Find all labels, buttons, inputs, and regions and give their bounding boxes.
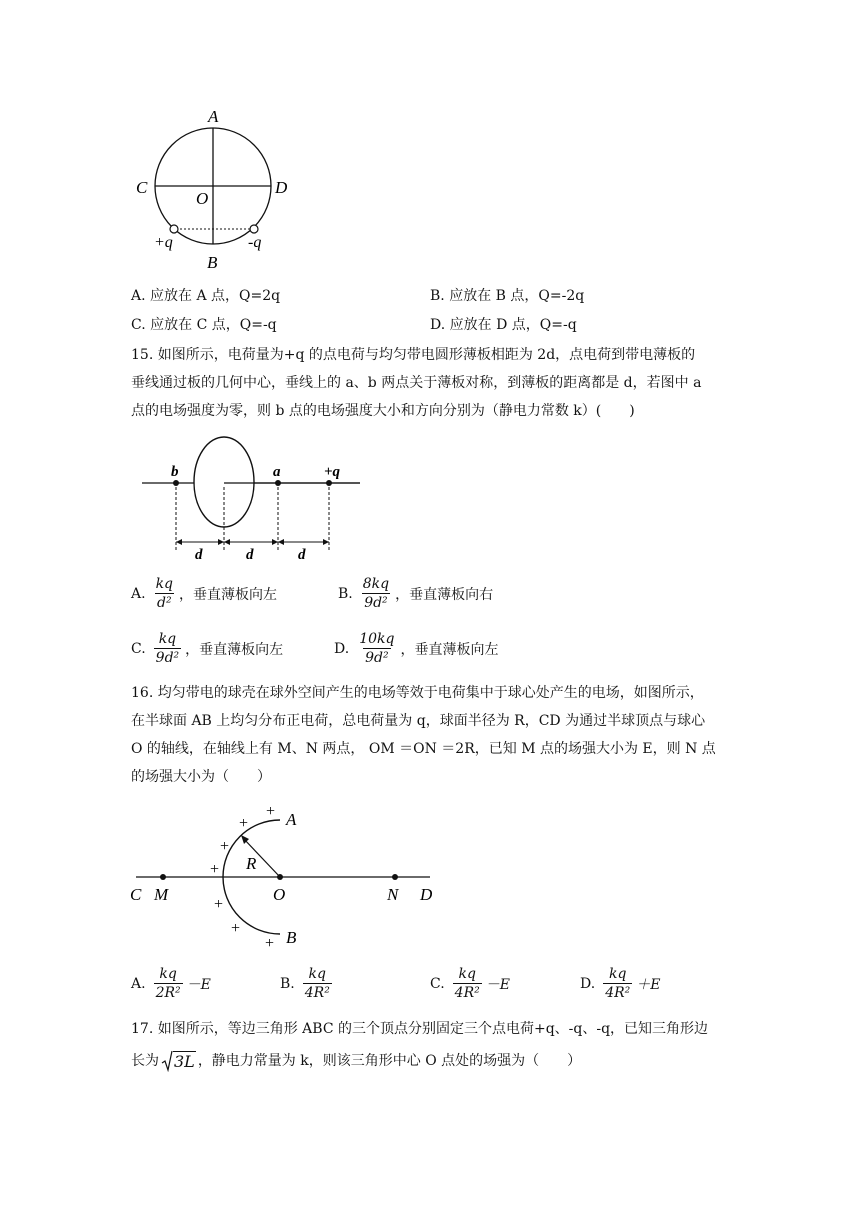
label-C: C — [130, 885, 142, 904]
arrow-2l — [224, 539, 230, 545]
label-d2: d — [246, 547, 254, 563]
figure-hemisphere — [128, 800, 448, 952]
q15-option-c: C. $\frac{kq}{\text{9d²}}$ ，垂直薄板向左 — [131, 631, 284, 666]
figure-circle-charges — [130, 104, 290, 274]
plus-sign: + — [220, 838, 230, 855]
label-N: N — [387, 885, 399, 904]
q16-option-c: C. $\frac{kq}{\text{4R²}}$ －E — [430, 966, 510, 1001]
label-a: a — [273, 464, 281, 480]
point-q — [326, 480, 332, 486]
label-A: A — [286, 810, 297, 829]
charge-plus-q — [170, 225, 178, 233]
charge-minus-q — [250, 225, 258, 233]
arrow-1l — [176, 539, 182, 545]
label-B: B — [286, 928, 297, 947]
q16-option-a: A. $\frac{kq}{\text{2R²}}$ －E — [131, 966, 211, 1001]
point-O — [277, 874, 283, 880]
q16-stem: 16. 均匀带电的球壳在球外空间产生的电场等效于电荷集中于球心处产生的电场，如图所示， 在半球面 AB 上均匀分布正电荷，总电荷量为 q，球面半径为 R，CD 为通过半球顶点与球心 O 的轴线，在轴线上有 M、N 两点， OM ＝ON ＝2R，已知 M 点的场强大小为 E，则 N 点 的场强大小为（ ） — [131, 685, 716, 785]
plus-sign: + — [265, 935, 275, 952]
label-O: O — [196, 189, 209, 208]
q14-option-a: A. 应放在 A 点，Q=2q — [131, 288, 281, 304]
q17-stem: 17. 如图所示，等边三角形 ABC 的三个顶点分别固定三个点电荷+q、-q、-q，已知三角形边 长为 3L ，静电力常量为 k，则该三角形中心 O 点处的场强为（ ） — [131, 1021, 709, 1071]
label-M: M — [154, 885, 169, 904]
q16-option-b: B. $\frac{kq}{\text{4R²}}$ — [280, 966, 330, 1001]
sqrt-sign — [161, 1050, 173, 1072]
point-N — [392, 874, 398, 880]
label-d1: d — [195, 547, 203, 563]
label-D: D — [275, 178, 288, 197]
plus-sign: + — [214, 896, 224, 913]
q15-option-b: B. $\frac{8kq}{\text{9d²}}$ ，垂直薄板向右 — [338, 576, 494, 611]
label-R: R — [246, 854, 257, 873]
arrow-3l — [278, 539, 284, 545]
label-plus-q: +q — [324, 464, 341, 480]
label-b: b — [171, 464, 179, 480]
label-plus-q: +q — [154, 234, 173, 251]
q14-option-c: C. 应放在 C 点，Q=-q — [131, 317, 277, 333]
plus-sign: + — [239, 815, 249, 832]
q15-option-d: D. $\frac{10kq}{\text{9d²}}$ ，垂直薄板向左 — [334, 631, 499, 666]
arrow-1r — [218, 539, 224, 545]
q15-stem: 15. 如图所示，电荷量为+q 的点电荷与均匀带电圆形薄板相距为 2d，点电荷到带电薄板的 垂线通过板的几何中心，垂线上的 a、b 两点关于薄板对称，到薄板的距离都是 d，若图中 a 点的电场强度为零，则 b 点的电场强度大小和方向分别为（静电力常数 k）( ) — [131, 347, 702, 419]
label-d3: d — [298, 547, 306, 563]
point-a — [275, 480, 281, 486]
point-b — [173, 480, 179, 486]
label-B: B — [207, 253, 218, 272]
q14-option-d: D. 应放在 D 点，Q=-q — [430, 317, 577, 333]
plus-sign: + — [210, 861, 220, 878]
sqrt-expression: 3L — [161, 1050, 196, 1072]
arrow-3r — [323, 539, 329, 545]
label-D: D — [420, 885, 433, 904]
label-A: A — [208, 107, 219, 126]
figure-plate-charge — [140, 435, 370, 565]
q16-option-d: D. $\frac{kq}{\text{4R²}}$ ＋E — [580, 966, 661, 1001]
arrow-2r — [272, 539, 278, 545]
point-M — [160, 874, 166, 880]
label-minus-q: -q — [248, 234, 262, 251]
q14-option-b: B. 应放在 B 点，Q=-2q — [430, 288, 585, 304]
plus-sign: + — [266, 803, 276, 820]
q15-option-a: A. $\frac{kq}{\text{d²}}$ ，垂直薄板向左 — [131, 576, 278, 611]
label-O: O — [273, 885, 286, 904]
label-C: C — [136, 178, 148, 197]
plus-sign: + — [231, 920, 241, 937]
